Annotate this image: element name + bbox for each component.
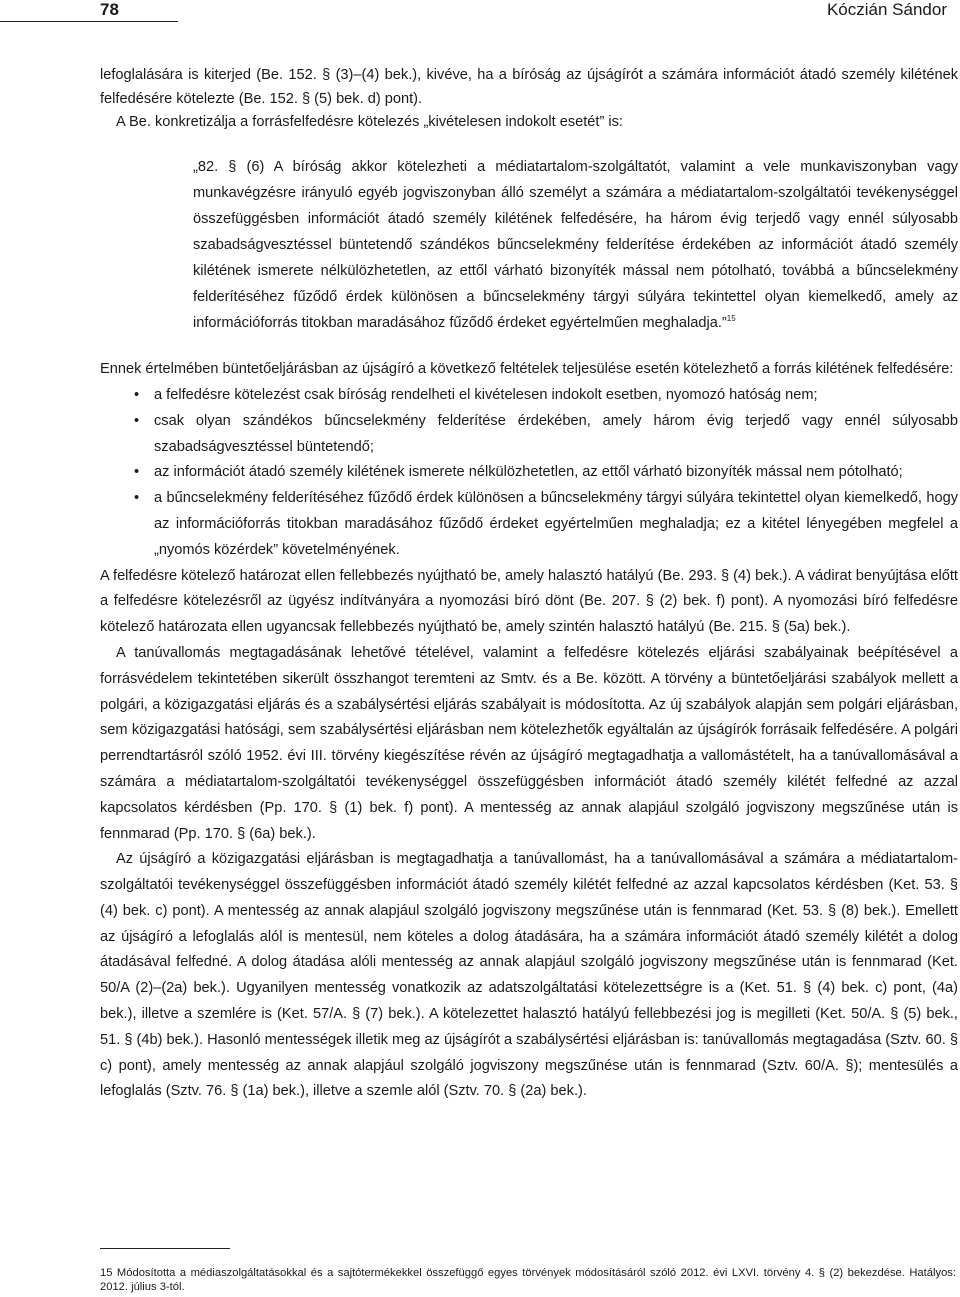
page-number: 78 [100, 0, 119, 19]
list-item: • az információt átadó személy kilétének ismerete nélkülözhetetlen, az ettől várható bizonyíték mással nem pótolható; [100, 460, 958, 486]
block-quote [193, 154, 958, 337]
list-item: • csak olyan szándékos bűncselekmény felderítése érdekében, amely három évig terjedő vagy ennél súlyosabb szabadságvesztéssel büntetendő; [100, 409, 958, 461]
quote-text: „82. § (6) A bíróság akkor kötelezheti a médiatartalom-szolgáltatót, valamint a vele munkaviszonyban vagy munkavégzésre irányuló egyéb jogviszonyban álló személyt a számára a médiatartalom-szolgáltatói tevékenységgel összefüggésben információt átadó személy kilétének felfedésére, ha három évig terjedő vagy ennél súlyosabb szabadságvesztéssel büntetendő szándékos bűncselekmény felderítése érdekében az információt átadó személy kilétének ismerete nélkülözhetetlen, az ettől várható bizonyíték mással nem pótolható, továbbá a bűncselekmény felderítéséhez fűződő érdek különösen a bűncselekmény tárgyi súlyára tekintettel olyan kiemelkedő, amely az információforrás titokban maradásához fűződő érdeket egyértelműen meghaladja.” [193, 158, 958, 332]
footnote: 15 Módosította a médiaszolgáltatásokkal és a sajtótermékekkel összefüggő egyes törvények módosításáról szóló 2012. évi LXVI. törvény 4. § (2) bekezdése. Hatályos: 2012. július 3-tól. [100, 1267, 956, 1293]
running-head-author: Kóczián Sándor [826, 0, 947, 19]
intro-lead-paragraph: A Be. konkretizálja a forrásfelfedésre kötelezés „kivételesen indokolt esetét” is: [116, 114, 623, 130]
list-item: • a felfedésre kötelezést csak bíróság rendelheti el kivételesen indokolt esetben, nyomozó hatóság nem; [100, 383, 958, 409]
conditions-lead: Ennek értelmében büntetőeljárásban az újságíró a következő feltételek teljesülése esetén kötelezhető a forrás kilétének felfedésére: [100, 361, 954, 378]
conditions-list [100, 383, 958, 564]
list-item: • a bűncselekmény felderítéséhez fűződő érdek különösen a bűncselekmény tárgyi súlyára tekintettel olyan kiemelkedő, hogy az információforrás titokban maradásához fűződő érdeket egyértelműen meghaladja; ez a kitétel lényegében megfelel a „nyomós közérdek” követelményének. [100, 486, 958, 563]
administrative-paragraph: Az újságíró a közigazgatási eljárásban is megtagadhatja a tanúvallomást, ha a tanúvallomásával a számára a médiatartalom-szolgáltatói tevékenységgel összefüggésben információt átadó személy kilétét felfedné az azzal kapcsolatos kérdésben (Ket. 53. § (4) bek. c) pont). A mentesség az annak alapjául szolgáló jogviszony megszűnése után is fennmarad (Ket. 53. § (8) bek.). Emellett az újságíró a lefoglalás alól is mentesül, nem köteles a dolog átadására, ha a számára információt átadó személy kilétét a dolog átadásával felfedné. A dolog átadása alóli mentesség az annak alapjául szolgáló jogviszony megszűnése után is fennmarad (Ket. 50/A (2)–(2a) bek.). Ugyanilyen mentesség vonatkozik az adatszolgáltatási kötelezettségre is a (Ket. 51. § (4) bek. c) pont, (4a) bek.), illetve a szemlére is (Ket. 57/A. § (7) bek.). A kötelezettet halasztó hatályú fellebbezési jog is megilleti (Ket. 50/A. § (5) bek., 51. § (4b) bek.). Hasonló mentességek illetik meg az újságírót a szabálysértési eljárásban is: tanúvallomás megtagadása (Sztv. 60. § c) pont), amely mentesség az annak alapjául szolgáló jogviszony megszűnése után is fennmarad (Sztv. 60/A. §); mentesülés a lefoglalás (Sztv. 76. § (1a) bek.), illetve a szemle alól (Sztv. 70. § (2a) bek.). [100, 851, 958, 1100]
intro-section [100, 64, 958, 135]
bullet-icon: • [134, 464, 140, 481]
bullet-icon: • [134, 386, 140, 403]
page-body [100, 64, 958, 1105]
footnote-reference[interactable]: 15 [726, 314, 736, 324]
intro-paragraph: lefoglalására is kiterjed (Be. 152. § (3)–(4) bek.), kivéve, ha a bíróság az újságírót a számára információt átadó személy kilétének felfedésére kötelezte (Be. 152. § (5) bek. d) pont). [100, 67, 958, 107]
bullet-icon: • [134, 412, 140, 429]
header-rule [0, 21, 178, 22]
page-header [0, 0, 960, 22]
footnote-rule [100, 1248, 230, 1249]
appeal-paragraph: A felfedésre kötelező határozat ellen fellebbezés nyújtható be, amely halasztó hatályú (Be. 293. § (4) bek.). A vádirat benyújtása előtt a felfedésre kötelezésről az ügyész indítványára a nyomozási bíró dönt (Be. 207. § (2) bek. f) pont). A nyomozási bíró felfedésre kötelező határozata ellen ugyancsak fellebbezés nyújtható be, amely szintén halasztó hatályú (Be. 215. § (5a) bek.). [100, 567, 958, 636]
testimony-paragraph: A tanúvallomás megtagadásának lehetővé tételével, valamint a felfedésre kötelezés eljárási szabályainak beépítésével a forrásvédelem tekintetében sikerült összhangot teremteni az Smtv. és a Be. között. A törvény a büntetőeljárási szabályok mellett a polgári, a közigazgatási eljárás és a szabálysértési eljárás szabályait is módosította. Az új szabályok alapján sem polgári eljárásban, sem közigazgatási hatósági, sem szabálysértési eljárásban nem kötelezhetők egyáltalán az újságírók forrásaik felfedésére. A polgári perrendtartásról szóló 1952. évi III. törvény kiegészítése révén az újságíró megtagadhatja a vallomástételt, ha a tanúvallomásával a számára a médiatartalom-szolgáltatói tevékenységgel összefüggésben információt átadó személy kilétét felfedné az azzal kapcsolatos kérdésben (Pp. 170. § (1) bek. f) pont). A mentesség az annak alapjául szolgáló jogviszony megszűnése után is fennmarad (Pp. 170. § (6a) bek.). [100, 644, 958, 842]
bullet-icon: • [134, 490, 140, 507]
